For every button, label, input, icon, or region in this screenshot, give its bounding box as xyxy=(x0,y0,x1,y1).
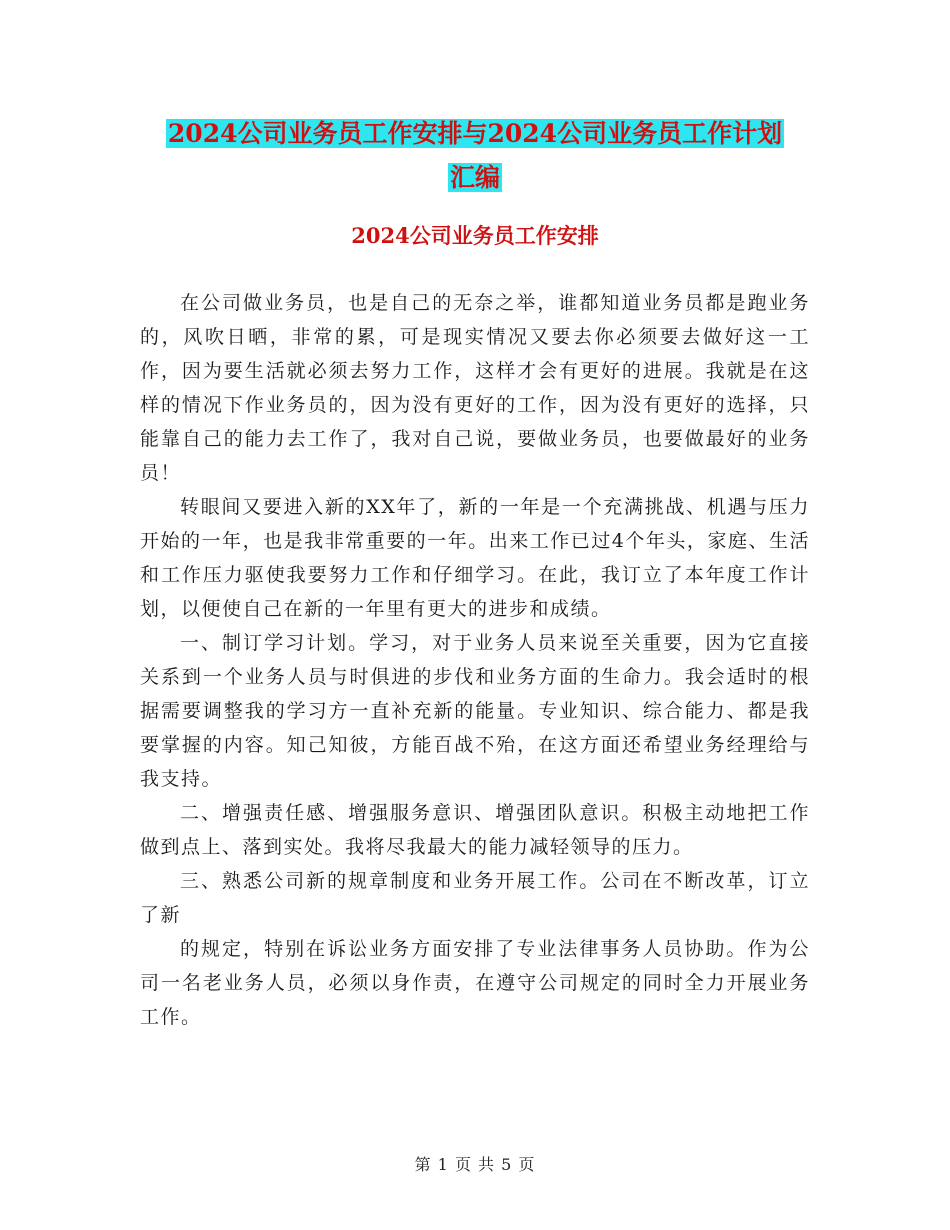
paragraph-3: 一、制订学习计划。学习，对于业务人员来说至关重要，因为它直接关系到一个业务人员与时俱进的步伐和业务方面的生命力。我会适时的根据需要调整我的学习方一直补充新的能量。专业知识、综合能力、都是我要掌握的内容。知己知彼，方能百战不殆，在这方面还希望业务经理给与我支持。 xyxy=(140,632,810,790)
document-title-line-1: 2024公司业务员工作安排与2024公司业务员工作计划 xyxy=(167,119,783,148)
page-footer: 第 1 页 共 5 页 xyxy=(414,1155,536,1174)
document-body xyxy=(140,286,810,1034)
document-title-line-2: 汇编 xyxy=(449,163,500,192)
document-title xyxy=(140,112,810,200)
section-title: 2024公司业务员工作安排 xyxy=(351,223,599,248)
paragraph-2: 转眼间又要进入新的XX年了，新的一年是一个充满挑战、机遇与压力开始的一年，也是我非常重要的一年。出来工作已过4个年头，家庭、生活和工作压力驱使我要努力工作和仔细学习。在此，我订立了本年度工作计划，以便使自己在新的一年里有更大的进步和成绩。 xyxy=(140,496,810,620)
paragraph-4: 二、增强责任感、增强服务意识、增强团队意识。积极主动地把工作做到点上、落到实处。我将尽我最大的能力减轻领导的压力。 xyxy=(140,802,810,858)
paragraph-1: 在公司做业务员，也是自己的无奈之举，谁都知道业务员都是跑业务的，风吹日晒，非常的累，可是现实情况又要去你必须要去做好这一工作，因为要生活就必须去努力工作，这样才会有更好的进展。我就是在这样的情况下作业务员的，因为没有更好的工作，因为没有更好的选择，只能靠自己的能力去工作了，我对自己说，要做业务员，也要做最好的业务员！ xyxy=(140,292,810,484)
paragraph-5: 三、熟悉公司新的规章制度和业务开展工作。公司在不断改革，订立了新 xyxy=(140,870,810,926)
paragraph-6: 的规定，特别在诉讼业务方面安排了专业法律事务人员协助。作为公司一名老业务人员，必须以身作责，在遵守公司规定的同时全力开展业务工作。 xyxy=(140,938,810,1028)
